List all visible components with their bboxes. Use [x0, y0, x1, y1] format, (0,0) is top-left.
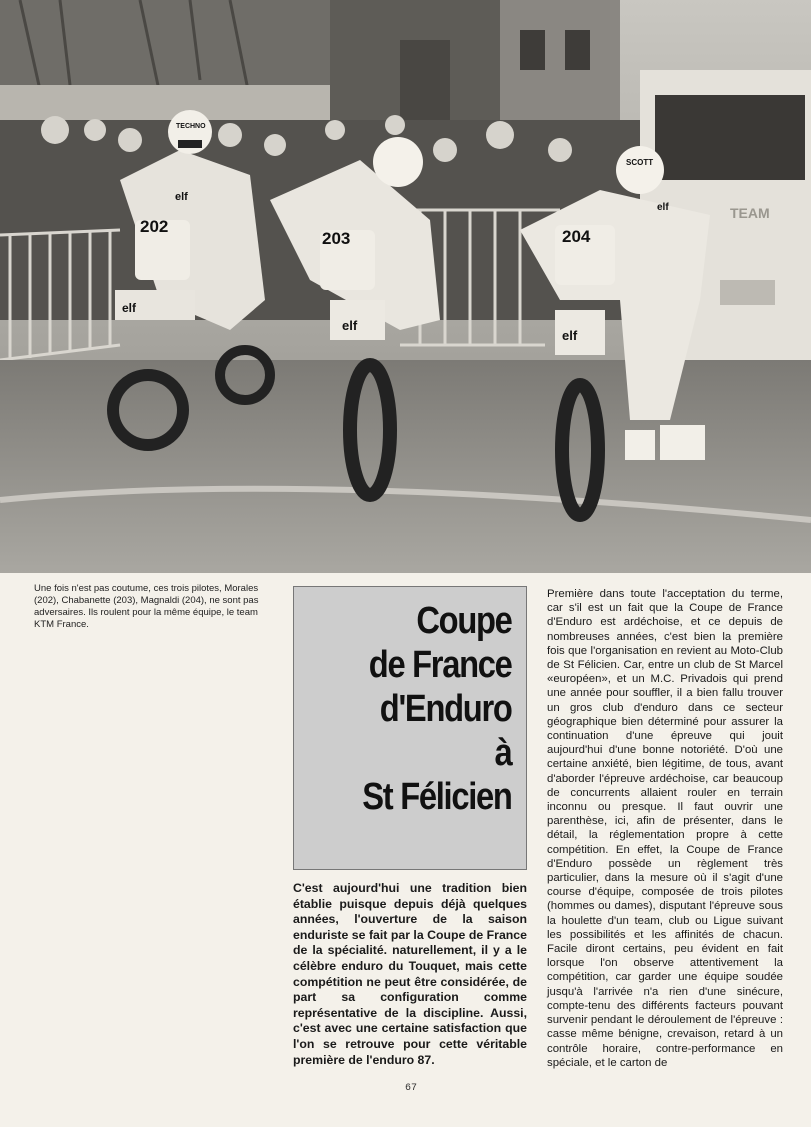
bike-number-202: 202 [140, 217, 169, 236]
helmet-label-204: SCOTT [626, 158, 654, 167]
jersey-label-204: elf [657, 202, 669, 213]
bike-number-203: 203 [322, 229, 351, 248]
title-box [293, 586, 527, 870]
page-number: 67 [404, 1083, 417, 1094]
bike-number-204: 204 [562, 227, 591, 246]
helmet-label-202: TECHNO [176, 123, 206, 130]
jersey-label-202: elf [175, 191, 188, 203]
article-intro: C'est aujourd'hui une tradition bien établie puisque depuis déjà quelques années, l'ouverture de la saison enduriste se fait par la Coupe de France de la spécialité. naturellement, il y a le célèbre enduro du Touquet, mais cette compétition ne peut être considérée, de part sa configuration comme représentative de la discipline. Aussi, c'est avec une certaine satisfaction que l'on se retrouve pour cette véritable première de l'enduro 87. [293, 881, 527, 1067]
sponsor-label-202: elf [122, 301, 137, 315]
article-body-column: Première dans toute l'acceptation du terme, car s'il est un fait que la Coupe de France d'Enduro est ardéchoise, et ce depuis de nombreuses années, c'est bien la première fois que l'organisation en revient au Moto-Club de St Félicien. Car, entre un club de St Marcel «européen», et un M.C. Privadois qui prend une année pour souffler, il a bien fallu trouver un gros club d'enduro dans ce secteur géographique bien déterminé pour assurer la continuation d'une épreuve qui jouit aujourd'hui d'une bonne notoriété. D'où une certaine anxiété, bien légitime, de tous, avant d'aborder l'épreuve ardéchoise, car beaucoup de concurrents allaient rouler en terrain inconnu ou presque. Il faut ouvrir une parenthèse, ici, afin de présenter, dans le détail, la réglementation propre à cette compétition. En effet, la Coupe de France d'Enduro possède un règlement très particulier, dans la mesure où il s'agit d'une course d'équipe, composée de trois pilotes (hommes ou dames), disputant l'épreuve sous la houlette d'un team, club ou Ligue suivant les possibilités et les affinités de chacun. Facile diront certains, peu évident en fait lorsque l'on observe attentivement la compétition, car garder une équipe soudée jusqu'à l'arrivée n'a rien d'une sinécure, compte-tenu des différents facteurs pouvant survenir pendant le déroulement de l'épreuve : casse même bénigne, crevaison, retard à un contrôle horaire, contre-performance en spéciale, et le carton de [547, 588, 783, 1069]
sponsor-label-203: elf [342, 318, 358, 333]
article-title: Coupe de France d'Enduro à St Félicien [362, 600, 512, 818]
photo-caption: Une fois n'est pas coutume, ces trois pilotes, Morales (202), Chabanette (203), Magnaldi (204), ne sont pas adversaires. Ils roulent pour la même équipe, le team KTM France. [34, 583, 259, 630]
truck-label: TEAM [730, 205, 770, 221]
sponsor-label-204: elf [562, 328, 578, 343]
